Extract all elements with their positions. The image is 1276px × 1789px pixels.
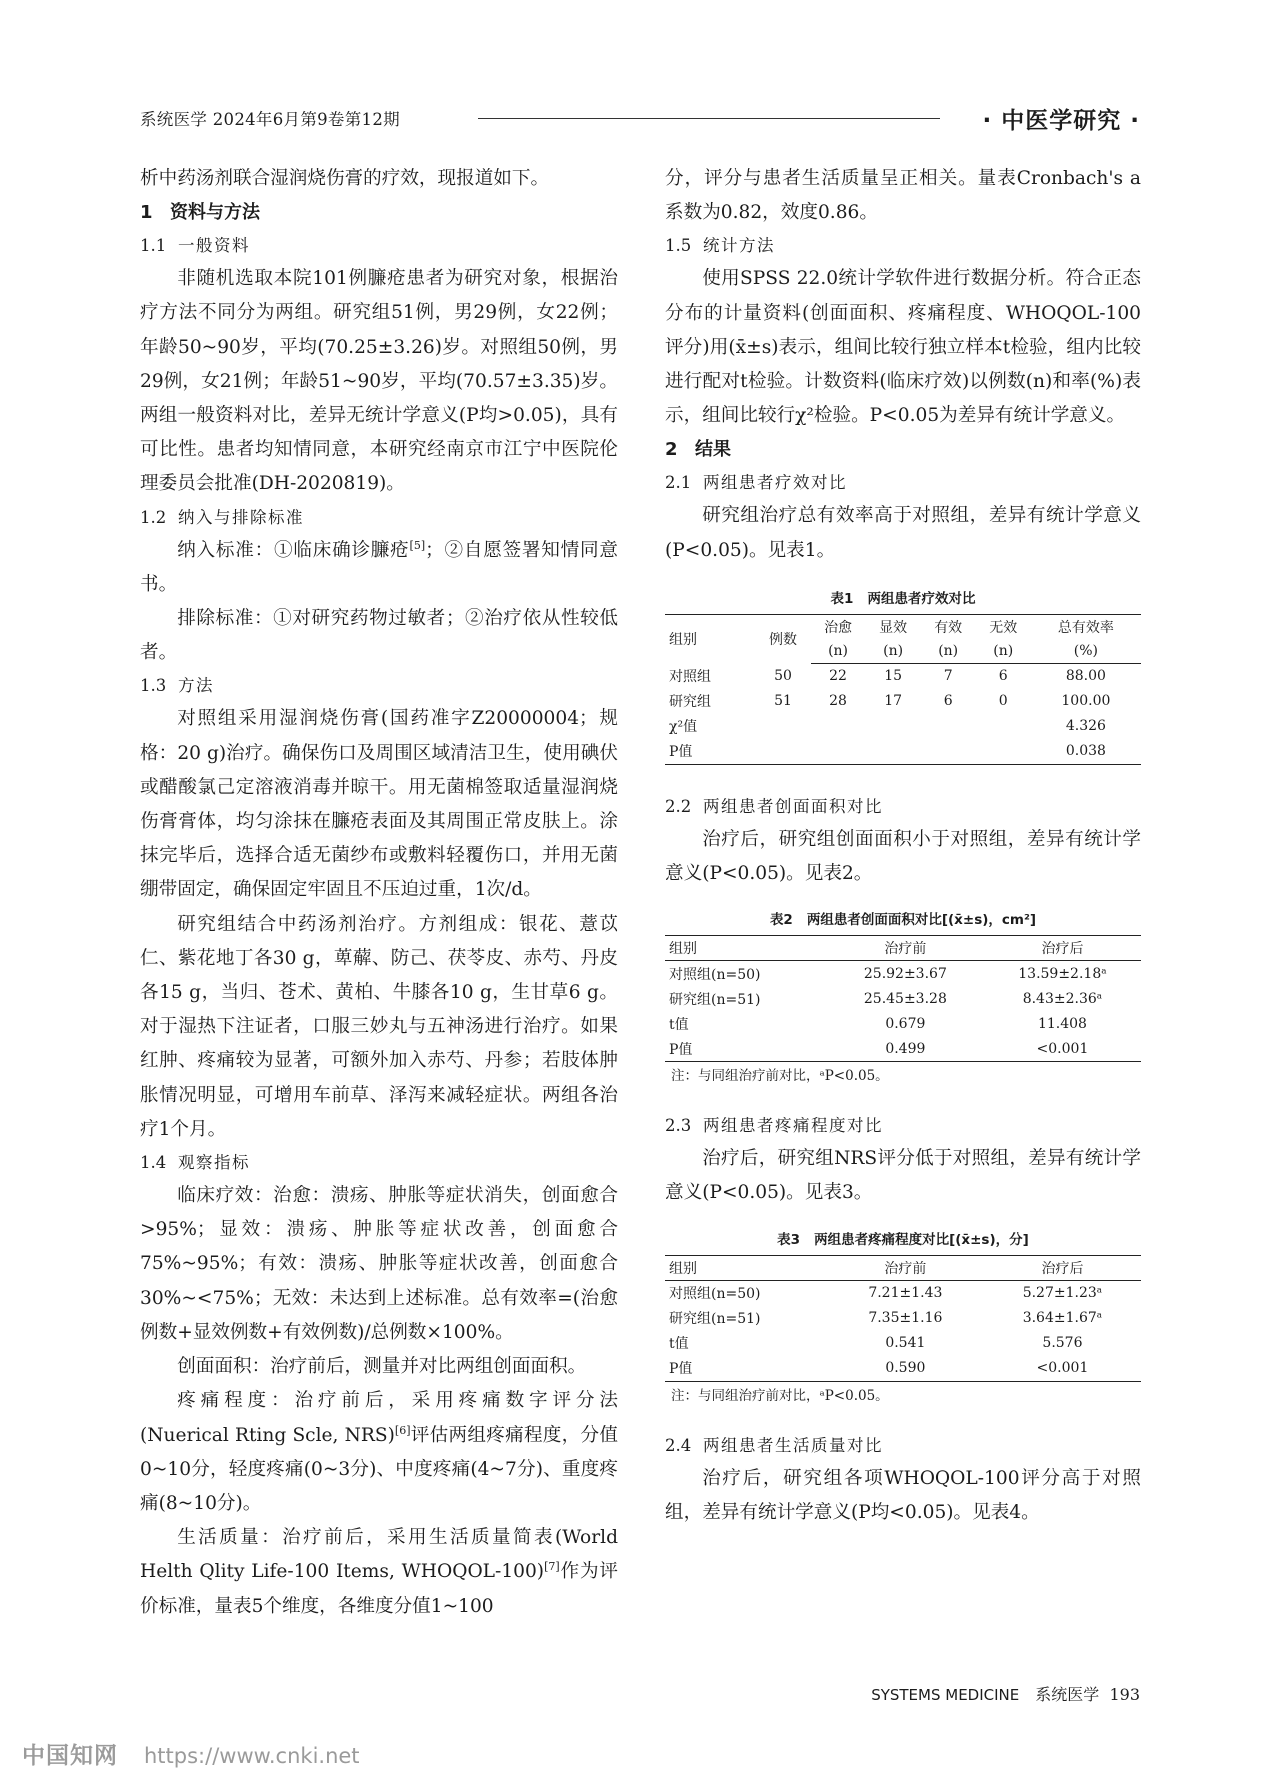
paragraph-obs-qol: 生活质量：治疗前后，采用生活质量简表(World Helth Qlity Life-100 Items, WHOQOL-100)[7]作为评价标准，量表5个维度，各维度分值1~100 [140, 1527, 618, 1617]
table-cell: <0.001 [1036, 1040, 1089, 1057]
table-row [665, 986, 1141, 1011]
table-header-cell: 例数 [769, 632, 797, 649]
table-header-unit: (n) [921, 639, 976, 664]
table-cell: 7.21±1.43 [868, 1285, 943, 1302]
paragraph-result-2-4: 治疗后，研究组各项WHOQOL-100评分高于对照组，差异有统计学意义(P均<0.05)。见表4。 [665, 1467, 1141, 1523]
table-cell: 研究组 [669, 694, 711, 711]
table-cell: 3.64±1.67ᵃ [1022, 1310, 1103, 1327]
subsection-heading-2-1: 2.1 两组患者疗效对比 [665, 473, 847, 493]
intro-tail: 析中药汤剂联合湿润烧伤膏的疗效，现报道如下。 [140, 168, 550, 189]
cnki-url[interactable]: https://www.cnki.net [144, 1744, 360, 1768]
subsection-heading-2-3: 2.3 两组患者疼痛程度对比 [665, 1116, 883, 1136]
table-cell: 51 [774, 693, 792, 710]
table-cell: 5.576 [1042, 1335, 1083, 1352]
table-cell [811, 714, 866, 739]
cnki-watermark [22, 1737, 360, 1770]
table-row [665, 961, 1141, 987]
table-header-unit: (n) [811, 639, 866, 664]
table-2-block [665, 909, 1141, 1088]
section-label: · 中医学研究 · [982, 108, 1140, 134]
table-3-note: 注：与同组治疗前对比，ᵃP<0.05。 [671, 1387, 889, 1404]
table-cell [755, 739, 810, 765]
citation-6[interactable]: [6] [394, 1423, 411, 1437]
table-cell: 88.00 [1065, 668, 1106, 685]
journal-issue: 系统医学 2024年6月第9卷第12期 [140, 110, 400, 129]
page-number: 193 [1109, 1685, 1140, 1704]
table-cell: 0.590 [885, 1360, 926, 1377]
paragraph-statistics: 使用SPSS 22.0统计学软件进行数据分析。符合正态分布的计量资料(创面面积、疼痛程度、WHOQOL-100评分)用(x̄±s)表示，组间比较行独立样本t检验，组内比较进行配对t检验。计数资料(临床疗效)以例数(n)和率(%)表示，组间比较行χ²检验。P<0.05为差异有统计学意义。 [665, 268, 1141, 427]
table-cell [811, 739, 866, 765]
table-header-cell: 治疗后 [984, 936, 1141, 961]
table-cell: 7 [943, 668, 953, 685]
table-cell: 0.679 [885, 1015, 926, 1032]
cnki-logo: 中国知网 [22, 1743, 118, 1769]
table-header-unit: (%) [1031, 639, 1141, 664]
table-cell [755, 714, 810, 739]
subsection-heading-2-2: 2.2 两组患者创面面积对比 [665, 796, 883, 816]
table-1 [665, 614, 1141, 765]
paragraph-result-2-1: 研究组治疗总有效率高于对照组，差异有统计学意义(P<0.05)。见表1。 [665, 505, 1141, 561]
table-row [665, 663, 1141, 689]
table-cell: 0.541 [885, 1335, 926, 1352]
subsection-heading-1-1: 1.1 一般资料 [140, 236, 250, 256]
table-cell: 25.45±3.28 [863, 990, 947, 1007]
table-cell: 4.326 [1065, 718, 1106, 735]
table-header-cell: 治愈 [824, 619, 853, 636]
table-cell: t值 [669, 1336, 689, 1353]
table-3-caption: 表3 两组患者疼痛程度对比[(x̄±s)，分] [777, 1231, 1029, 1248]
table-3 [665, 1255, 1141, 1382]
paragraph-result-2-2: 治疗后，研究组创面面积小于对照组，差异有统计学意义(P<0.05)。见表2。 [665, 828, 1141, 885]
table-cell: 50 [774, 668, 792, 685]
table-header-cell: 治疗前 [827, 936, 984, 961]
section-heading-1: 1 资料与方法 [140, 202, 260, 224]
table-cell: 对照组 [669, 669, 711, 686]
table-row [665, 689, 1141, 714]
table-cell: 研究组(n=51) [669, 1311, 761, 1328]
table-cell: 0.499 [885, 1040, 926, 1057]
table-row [665, 1280, 1141, 1306]
running-header [140, 102, 1140, 136]
table-header-cell: 组别 [665, 1255, 827, 1280]
table-cell: P值 [669, 744, 693, 761]
table-cell: 13.59±2.18ᵃ [1018, 965, 1107, 982]
table-2 [665, 935, 1141, 1062]
table-row [665, 739, 1141, 765]
table-1-block [665, 588, 1141, 765]
paragraph-result-2-3: 治疗后，研究组NRS评分低于对照组，差异有统计学意义(P<0.05)。见表3。 [665, 1148, 1141, 1204]
paragraph-qol-tail: 分，评分与患者生活质量呈正相关。量表Cronbach's a系数为0.82，效度0.86。 [665, 168, 1141, 224]
table-row [665, 1356, 1141, 1382]
table-header-cell: 治疗后 [984, 1255, 1141, 1280]
table-cell: 100.00 [1061, 693, 1111, 710]
table-header-cell: 组别 [669, 632, 697, 649]
subsection-heading-1-4: 1.4 观察指标 [140, 1153, 250, 1173]
subsection-heading-1-2: 1.2 纳入与排除标准 [140, 507, 304, 527]
table-cell: 28 [829, 693, 847, 710]
table-cell: 研究组(n=51) [669, 991, 761, 1008]
table-cell: 6 [998, 668, 1008, 685]
table-row [665, 1306, 1141, 1331]
citation-7[interactable]: [7] [544, 1560, 560, 1574]
table-2-note: 注：与同组治疗前对比，ᵃP<0.05。 [671, 1068, 889, 1085]
table-header-cell: 显效 [879, 619, 908, 636]
table-cell: 25.92±3.67 [863, 965, 947, 982]
table-cell [921, 714, 976, 739]
table-cell [866, 739, 921, 765]
table-row [665, 1011, 1141, 1036]
table-header-cell: 无效 [989, 619, 1018, 636]
paragraph-method-study: 研究组结合中药汤剂治疗。方剂组成：银花、薏苡仁、紫花地丁各30 g，萆薢、防己、茯苓皮、赤芍、丹皮各15 g，当归、苍术、黄柏、牛膝各10 g，生甘草6 g。对于湿热下注证者，口服三妙丸与五神汤进行治疗。如果红肿、疼痛较为显著，可额外加入赤芍、丹参；若肢体肿胀情况明显，可增用车前草、泽泻来减轻症状。两组各治疗1个月。 [140, 913, 618, 1140]
table-cell [866, 714, 921, 739]
table-cell: 5.27±1.23ᵃ [1022, 1285, 1103, 1302]
paragraph-obs-pain: 疼痛程度：治疗前后，采用疼痛数字评分法(Nuerical Rting Scle, NRS)[6]评估两组疼痛程度，分值0~10分，轻度疼痛(0~3分)、中度疼痛(4~7分)、重度疼痛(8~10分)。 [140, 1390, 618, 1514]
paragraph-exclusion: 排除标准：①对研究药物过敏者；②治疗依从性较低者。 [140, 608, 618, 664]
table-cell: χ²值 [669, 719, 698, 736]
table-row [665, 1331, 1141, 1356]
table-cell: 22 [829, 668, 847, 685]
page-footer [871, 1682, 1140, 1705]
table-3-block [665, 1229, 1141, 1408]
header-rule [478, 118, 940, 119]
table-cell: 6 [943, 693, 953, 710]
table-header-unit: (n) [866, 639, 921, 664]
table-2-caption: 表2 两组患者创面面积对比[(x̄±s)，cm²] [769, 912, 1037, 929]
journal-name-en: SYSTEMS MEDICINE [871, 1686, 1020, 1704]
table-cell: 0.038 [1065, 743, 1106, 760]
table-header-cell: 总有效率 [1057, 619, 1114, 636]
paragraph-obs-efficacy: 临床疗效：治愈：溃疡、肿胀等症状消失，创面愈合>95%；显效：溃疡、肿胀等症状改善，创面愈合75%~95%；有效：溃疡、肿胀等症状改善，创面愈合30%~<75%；无效：未达到上述标准。总有效率=(治愈例数+显效例数+有效例数)/总例数×100%。 [140, 1185, 618, 1343]
table-header-unit: (n) [976, 639, 1031, 664]
table-cell: 8.43±2.36ᵃ [1022, 990, 1103, 1007]
table-cell: 17 [884, 693, 903, 710]
subsection-heading-2-4: 2.4 两组患者生活质量对比 [665, 1435, 883, 1455]
table-1-caption: 表1 两组患者疗效对比 [830, 590, 976, 607]
table-row [665, 714, 1141, 739]
table-cell: t值 [669, 1016, 689, 1033]
paragraph-inclusion: 纳入标准：①临床确诊臁疮[5]；②自愿签署知情同意书。 [140, 538, 618, 595]
paragraph-method-control: 对照组采用湿润烧伤膏(国药准字Z20000004；规格：20 g)治疗。确保伤口及周围区域清洁卫生，使用碘伏或醋酸氯己定溶液消毒并晾干。用无菌棉签取适量湿润烧伤膏膏体，均匀涂抹在臁疮表面及其周围正常皮肤上。涂抹完毕后，选择合适无菌纱布或敷料轻覆伤口，并用无菌绷带固定，确保固定牢固且不压迫过重，1次/d。 [140, 708, 618, 901]
citation-5[interactable]: [5] [409, 538, 426, 552]
paragraph-general-data: 非随机选取本院101例臁疮患者为研究对象，根据治疗方法不同分为两组。研究组51例，男29例，女22例；年龄50~90岁，平均(70.25±3.26)岁。对照组50例，男29例，女21例；年龄51~90岁，平均(70.57±3.35)岁。两组一般资料对比，差异无统计学意义(P均>0.05)，具有可比性。患者均知情同意，本研究经南京市江宁中医院伦理委员会批准(DH-2020819)。 [140, 268, 618, 495]
table-cell: 对照组(n=50) [669, 966, 761, 983]
paragraph-obs-area: 创面面积：治疗前后，测量并对比两组创面面积。 [177, 1356, 587, 1378]
table-cell: 15 [884, 668, 903, 685]
table-header-cell: 组别 [665, 936, 827, 961]
table-cell: P值 [669, 1041, 693, 1058]
table-cell: 对照组(n=50) [669, 1286, 761, 1303]
table-cell: 7.35±1.16 [868, 1310, 943, 1327]
subsection-heading-1-5: 1.5 统计方法 [665, 236, 775, 256]
table-cell [976, 714, 1031, 739]
table-cell: 11.408 [1037, 1015, 1087, 1032]
journal-name-cn: 系统医学 [1035, 1685, 1100, 1704]
table-cell: <0.001 [1036, 1360, 1089, 1377]
table-cell: P值 [669, 1361, 693, 1378]
section-heading-2: 2 结果 [665, 439, 731, 461]
left-column [140, 162, 618, 1624]
table-cell: 0 [998, 693, 1008, 710]
table-header-cell: 有效 [934, 619, 963, 636]
table-row [665, 1036, 1141, 1062]
right-column [665, 162, 1141, 1530]
table-header-cell: 治疗前 [827, 1255, 984, 1280]
table-cell [921, 739, 976, 765]
table-cell [976, 739, 1031, 765]
subsection-heading-1-3: 1.3 方法 [140, 676, 214, 696]
